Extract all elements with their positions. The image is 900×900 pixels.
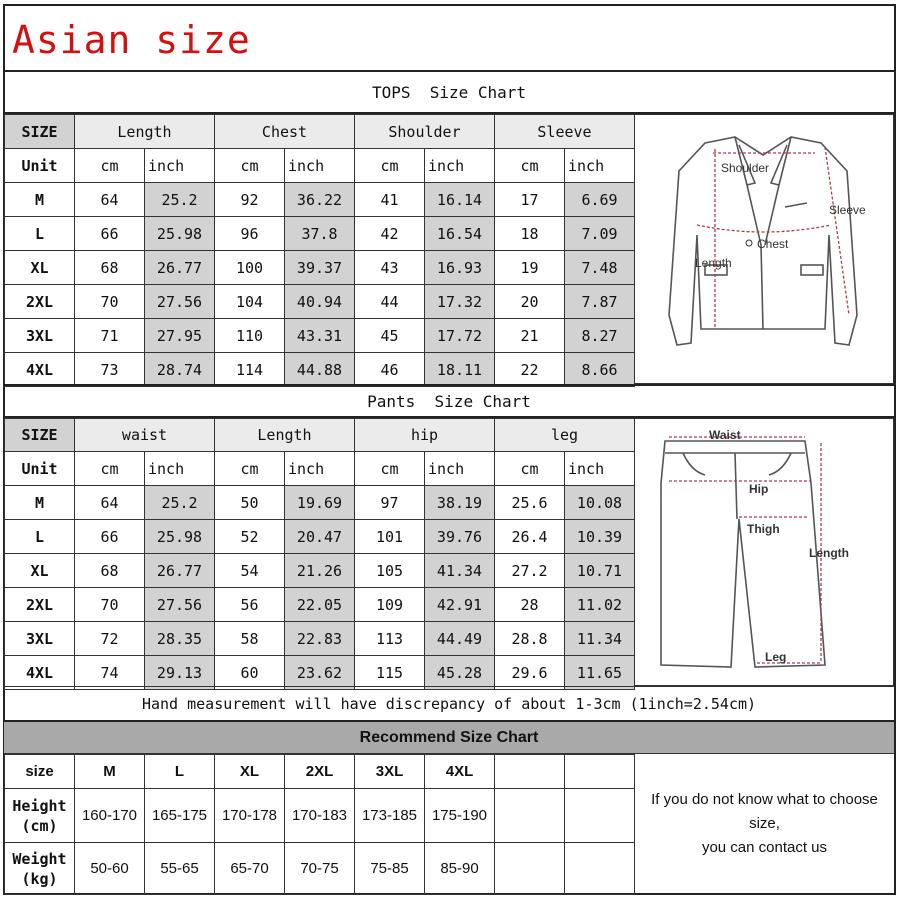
table-cell: 17.72 [425, 319, 495, 353]
tops-heading-bar [4, 72, 894, 114]
table-cell: 71 [75, 319, 145, 353]
table-cell: 19 [495, 251, 565, 285]
pants-unit-label: Unit [5, 452, 75, 486]
recommend-height-cell: 170-183 [285, 789, 355, 843]
recommend-height-cell: 160-170 [75, 789, 145, 843]
table-cell: 105 [355, 554, 425, 588]
tops-unit-cm: cm [215, 149, 285, 183]
table-cell: 6.69 [565, 183, 635, 217]
contact-note [634, 754, 894, 894]
tops-chest-header: Chest [215, 115, 355, 149]
table-cell: 44.88 [285, 353, 355, 387]
table-cell: 39.76 [425, 520, 495, 554]
table-cell: 64 [75, 486, 145, 520]
table-cell: 10.08 [565, 486, 635, 520]
table-cell: 43 [355, 251, 425, 285]
table-cell: 25.98 [145, 217, 215, 251]
table-cell: 7.48 [565, 251, 635, 285]
table-cell: 8.27 [565, 319, 635, 353]
table-cell: 41.34 [425, 554, 495, 588]
table-cell: 27.2 [495, 554, 565, 588]
pants-waist-header: waist [75, 419, 215, 452]
page-title-bar [4, 6, 894, 72]
table-cell: 68 [75, 554, 145, 588]
table-row [5, 217, 635, 251]
recommend-size-cell: XL [215, 755, 285, 789]
table-cell: 25.98 [145, 520, 215, 554]
table-cell: 26.77 [145, 554, 215, 588]
table-cell: 58 [215, 622, 285, 656]
table-cell: 27.56 [145, 588, 215, 622]
tops-unit-inch: inch [425, 149, 495, 183]
table-cell: 42 [355, 217, 425, 251]
table-cell: 74 [75, 656, 145, 690]
recommend-height-cell: 170-178 [215, 789, 285, 843]
table-cell: 11.02 [565, 588, 635, 622]
table-cell: 104 [215, 285, 285, 319]
size-cell: 2XL [5, 588, 75, 622]
table-cell: 22.05 [285, 588, 355, 622]
diagram-thigh-label: Thigh [747, 522, 780, 536]
empty-cell [565, 843, 635, 895]
table-cell: 25.2 [145, 486, 215, 520]
diagram-pants-length-label: Length [809, 546, 849, 560]
recommend-height-cell: 165-175 [145, 789, 215, 843]
table-cell: 54 [215, 554, 285, 588]
table-cell: 97 [355, 486, 425, 520]
size-cell: XL [5, 554, 75, 588]
size-cell: 3XL [5, 319, 75, 353]
page-title: Asian size [12, 18, 251, 62]
table-cell: 25.6 [495, 486, 565, 520]
recommend-size-cell: 2XL [285, 755, 355, 789]
pants-length-header: Length [215, 419, 355, 452]
table-cell: 52 [215, 520, 285, 554]
table-cell: 27.56 [145, 285, 215, 319]
table-cell: 11.65 [565, 656, 635, 690]
pants-heading-bar [4, 384, 894, 418]
recommend-size-cell: L [145, 755, 215, 789]
recommend-weight-cell: 75-85 [355, 843, 425, 895]
empty-cell [495, 843, 565, 895]
tops-sleeve-header: Sleeve [495, 115, 635, 149]
pants-size-header: SIZE [5, 419, 75, 452]
recommend-size-cell: M [75, 755, 145, 789]
tops-heading: TOPS Size Chart [371, 82, 527, 102]
table-cell: 11.34 [565, 622, 635, 656]
size-cell: 3XL [5, 622, 75, 656]
table-cell: 19.69 [285, 486, 355, 520]
table-cell: 44 [355, 285, 425, 319]
table-cell: 26.77 [145, 251, 215, 285]
table-row [5, 520, 635, 554]
table-cell: 64 [75, 183, 145, 217]
table-cell: 29.6 [495, 656, 565, 690]
tops-unit-inch: inch [565, 149, 635, 183]
size-cell: 4XL [5, 353, 75, 387]
recommend-weight-cell: 85-90 [425, 843, 495, 895]
table-cell: 39.37 [285, 251, 355, 285]
recommend-heading: Recommend Size Chart [359, 728, 539, 746]
table-cell: 42.91 [425, 588, 495, 622]
diagram-leg-label: Leg [765, 650, 787, 664]
recommend-heading-bar [4, 720, 894, 754]
table-cell: 36.22 [285, 183, 355, 217]
pants-unit-inch: inch [285, 452, 355, 486]
jacket-diagram [634, 114, 894, 384]
size-cell: 4XL [5, 656, 75, 690]
table-cell: 26.4 [495, 520, 565, 554]
table-cell: 45.28 [425, 656, 495, 690]
table-row [5, 622, 635, 656]
pants-unit-inch: inch [425, 452, 495, 486]
table-cell: 29.13 [145, 656, 215, 690]
table-cell: 21 [495, 319, 565, 353]
table-cell: 28.35 [145, 622, 215, 656]
contact-note-line1: If you do not know what to choose size, [651, 791, 878, 832]
table-cell: 27.95 [145, 319, 215, 353]
height-unit-text: (cm) [21, 816, 58, 835]
table-cell: 45 [355, 319, 425, 353]
recommend-weight-cell: 50-60 [75, 843, 145, 895]
diagram-shoulder-label: Shoulder [721, 161, 770, 175]
table-cell: 25.2 [145, 183, 215, 217]
size-cell: M [5, 183, 75, 217]
table-cell: 73 [75, 353, 145, 387]
table-cell: 16.93 [425, 251, 495, 285]
table-cell: 70 [75, 285, 145, 319]
measurement-note-bar [4, 686, 894, 720]
pants-unit-cm: cm [215, 452, 285, 486]
recommend-weight-cell: 55-65 [145, 843, 215, 895]
table-cell: 66 [75, 217, 145, 251]
table-cell: 10.71 [565, 554, 635, 588]
tops-unit-cm: cm [355, 149, 425, 183]
tops-unit-label: Unit [5, 149, 75, 183]
table-cell: 66 [75, 520, 145, 554]
table-cell: 10.39 [565, 520, 635, 554]
tops-shoulder-header: Shoulder [355, 115, 495, 149]
measurement-note: Hand measurement will have discrepancy of about 1-3cm (1inch=2.54cm) [141, 694, 757, 713]
table-cell: 23.62 [285, 656, 355, 690]
table-cell: 8.66 [565, 353, 635, 387]
table-cell: 72 [75, 622, 145, 656]
table-cell: 22 [495, 353, 565, 387]
table-cell: 28.8 [495, 622, 565, 656]
pants-unit-cm: cm [495, 452, 565, 486]
table-row [5, 554, 635, 588]
table-cell: 43.31 [285, 319, 355, 353]
table-cell: 7.87 [565, 285, 635, 319]
tops-unit-inch: inch [145, 149, 215, 183]
weight-label-text: Weight [12, 849, 67, 868]
table-cell: 56 [215, 588, 285, 622]
recommend-size-label: size [5, 755, 75, 789]
recommend-weight-cell: 65-70 [215, 843, 285, 895]
table-row [5, 319, 635, 353]
table-cell: 113 [355, 622, 425, 656]
table-cell: 96 [215, 217, 285, 251]
table-cell: 114 [215, 353, 285, 387]
size-cell: L [5, 520, 75, 554]
table-cell: 37.8 [285, 217, 355, 251]
recommend-height-cell: 175-190 [425, 789, 495, 843]
tops-length-header: Length [75, 115, 215, 149]
recommend-weight-label [5, 843, 75, 895]
pants-unit-inch: inch [145, 452, 215, 486]
recommend-weight-cell: 70-75 [285, 843, 355, 895]
table-cell: 110 [215, 319, 285, 353]
pants-unit-cm: cm [355, 452, 425, 486]
table-cell: 18.11 [425, 353, 495, 387]
table-cell: 28.74 [145, 353, 215, 387]
tops-unit-cm: cm [75, 149, 145, 183]
table-cell: 16.14 [425, 183, 495, 217]
table-cell: 50 [215, 486, 285, 520]
table-row [5, 486, 635, 520]
table-cell: 21.26 [285, 554, 355, 588]
recommend-size-cell: 4XL [425, 755, 495, 789]
tops-size-header: SIZE [5, 115, 75, 149]
recommend-size-cell: 3XL [355, 755, 425, 789]
table-cell: 20.47 [285, 520, 355, 554]
weight-unit-text: (kg) [21, 869, 58, 888]
table-row [5, 588, 635, 622]
table-cell: 115 [355, 656, 425, 690]
recommend-height-label [5, 789, 75, 843]
size-cell: 2XL [5, 285, 75, 319]
table-row [5, 251, 635, 285]
contact-note-line2: you can contact us [701, 839, 828, 856]
table-cell: 46 [355, 353, 425, 387]
empty-cell [565, 789, 635, 843]
table-cell: 100 [215, 251, 285, 285]
table-cell: 17 [495, 183, 565, 217]
pants-illustration [635, 419, 892, 683]
height-label-text: Height [12, 796, 67, 815]
table-cell: 40.94 [285, 285, 355, 319]
table-cell: 20 [495, 285, 565, 319]
size-cell: M [5, 486, 75, 520]
table-row [5, 656, 635, 690]
diagram-sleeve-label: Sleeve [829, 203, 866, 217]
table-cell: 68 [75, 251, 145, 285]
pants-leg-header: leg [495, 419, 635, 452]
tops-size-table [4, 114, 635, 387]
tops-unit-inch: inch [285, 149, 355, 183]
table-cell: 92 [215, 183, 285, 217]
table-row [5, 353, 635, 387]
table-cell: 18 [495, 217, 565, 251]
size-cell: L [5, 217, 75, 251]
recommend-size-table [4, 754, 635, 895]
table-cell: 44.49 [425, 622, 495, 656]
empty-cell [495, 755, 565, 789]
table-cell: 17.32 [425, 285, 495, 319]
table-cell: 70 [75, 588, 145, 622]
table-cell: 22.83 [285, 622, 355, 656]
diagram-chest-label: Chest [757, 237, 789, 251]
pants-unit-inch: inch [565, 452, 635, 486]
pants-size-table [4, 418, 635, 690]
pants-unit-cm: cm [75, 452, 145, 486]
jacket-illustration [635, 115, 892, 381]
table-cell: 101 [355, 520, 425, 554]
diagram-hip-label: Hip [749, 482, 769, 496]
table-cell: 38.19 [425, 486, 495, 520]
diagram-length-label: Length [695, 256, 732, 270]
tops-unit-cm: cm [495, 149, 565, 183]
empty-cell [495, 789, 565, 843]
pants-heading: Pants Size Chart [367, 391, 531, 411]
table-cell: 60 [215, 656, 285, 690]
pants-hip-header: hip [355, 419, 495, 452]
table-cell: 7.09 [565, 217, 635, 251]
size-cell: XL [5, 251, 75, 285]
table-row [5, 285, 635, 319]
table-cell: 41 [355, 183, 425, 217]
recommend-height-cell: 173-185 [355, 789, 425, 843]
table-cell: 16.54 [425, 217, 495, 251]
diagram-waist-label: Waist [709, 428, 741, 442]
empty-cell [565, 755, 635, 789]
pants-diagram [634, 418, 894, 686]
table-cell: 109 [355, 588, 425, 622]
table-row [5, 183, 635, 217]
table-cell: 28 [495, 588, 565, 622]
